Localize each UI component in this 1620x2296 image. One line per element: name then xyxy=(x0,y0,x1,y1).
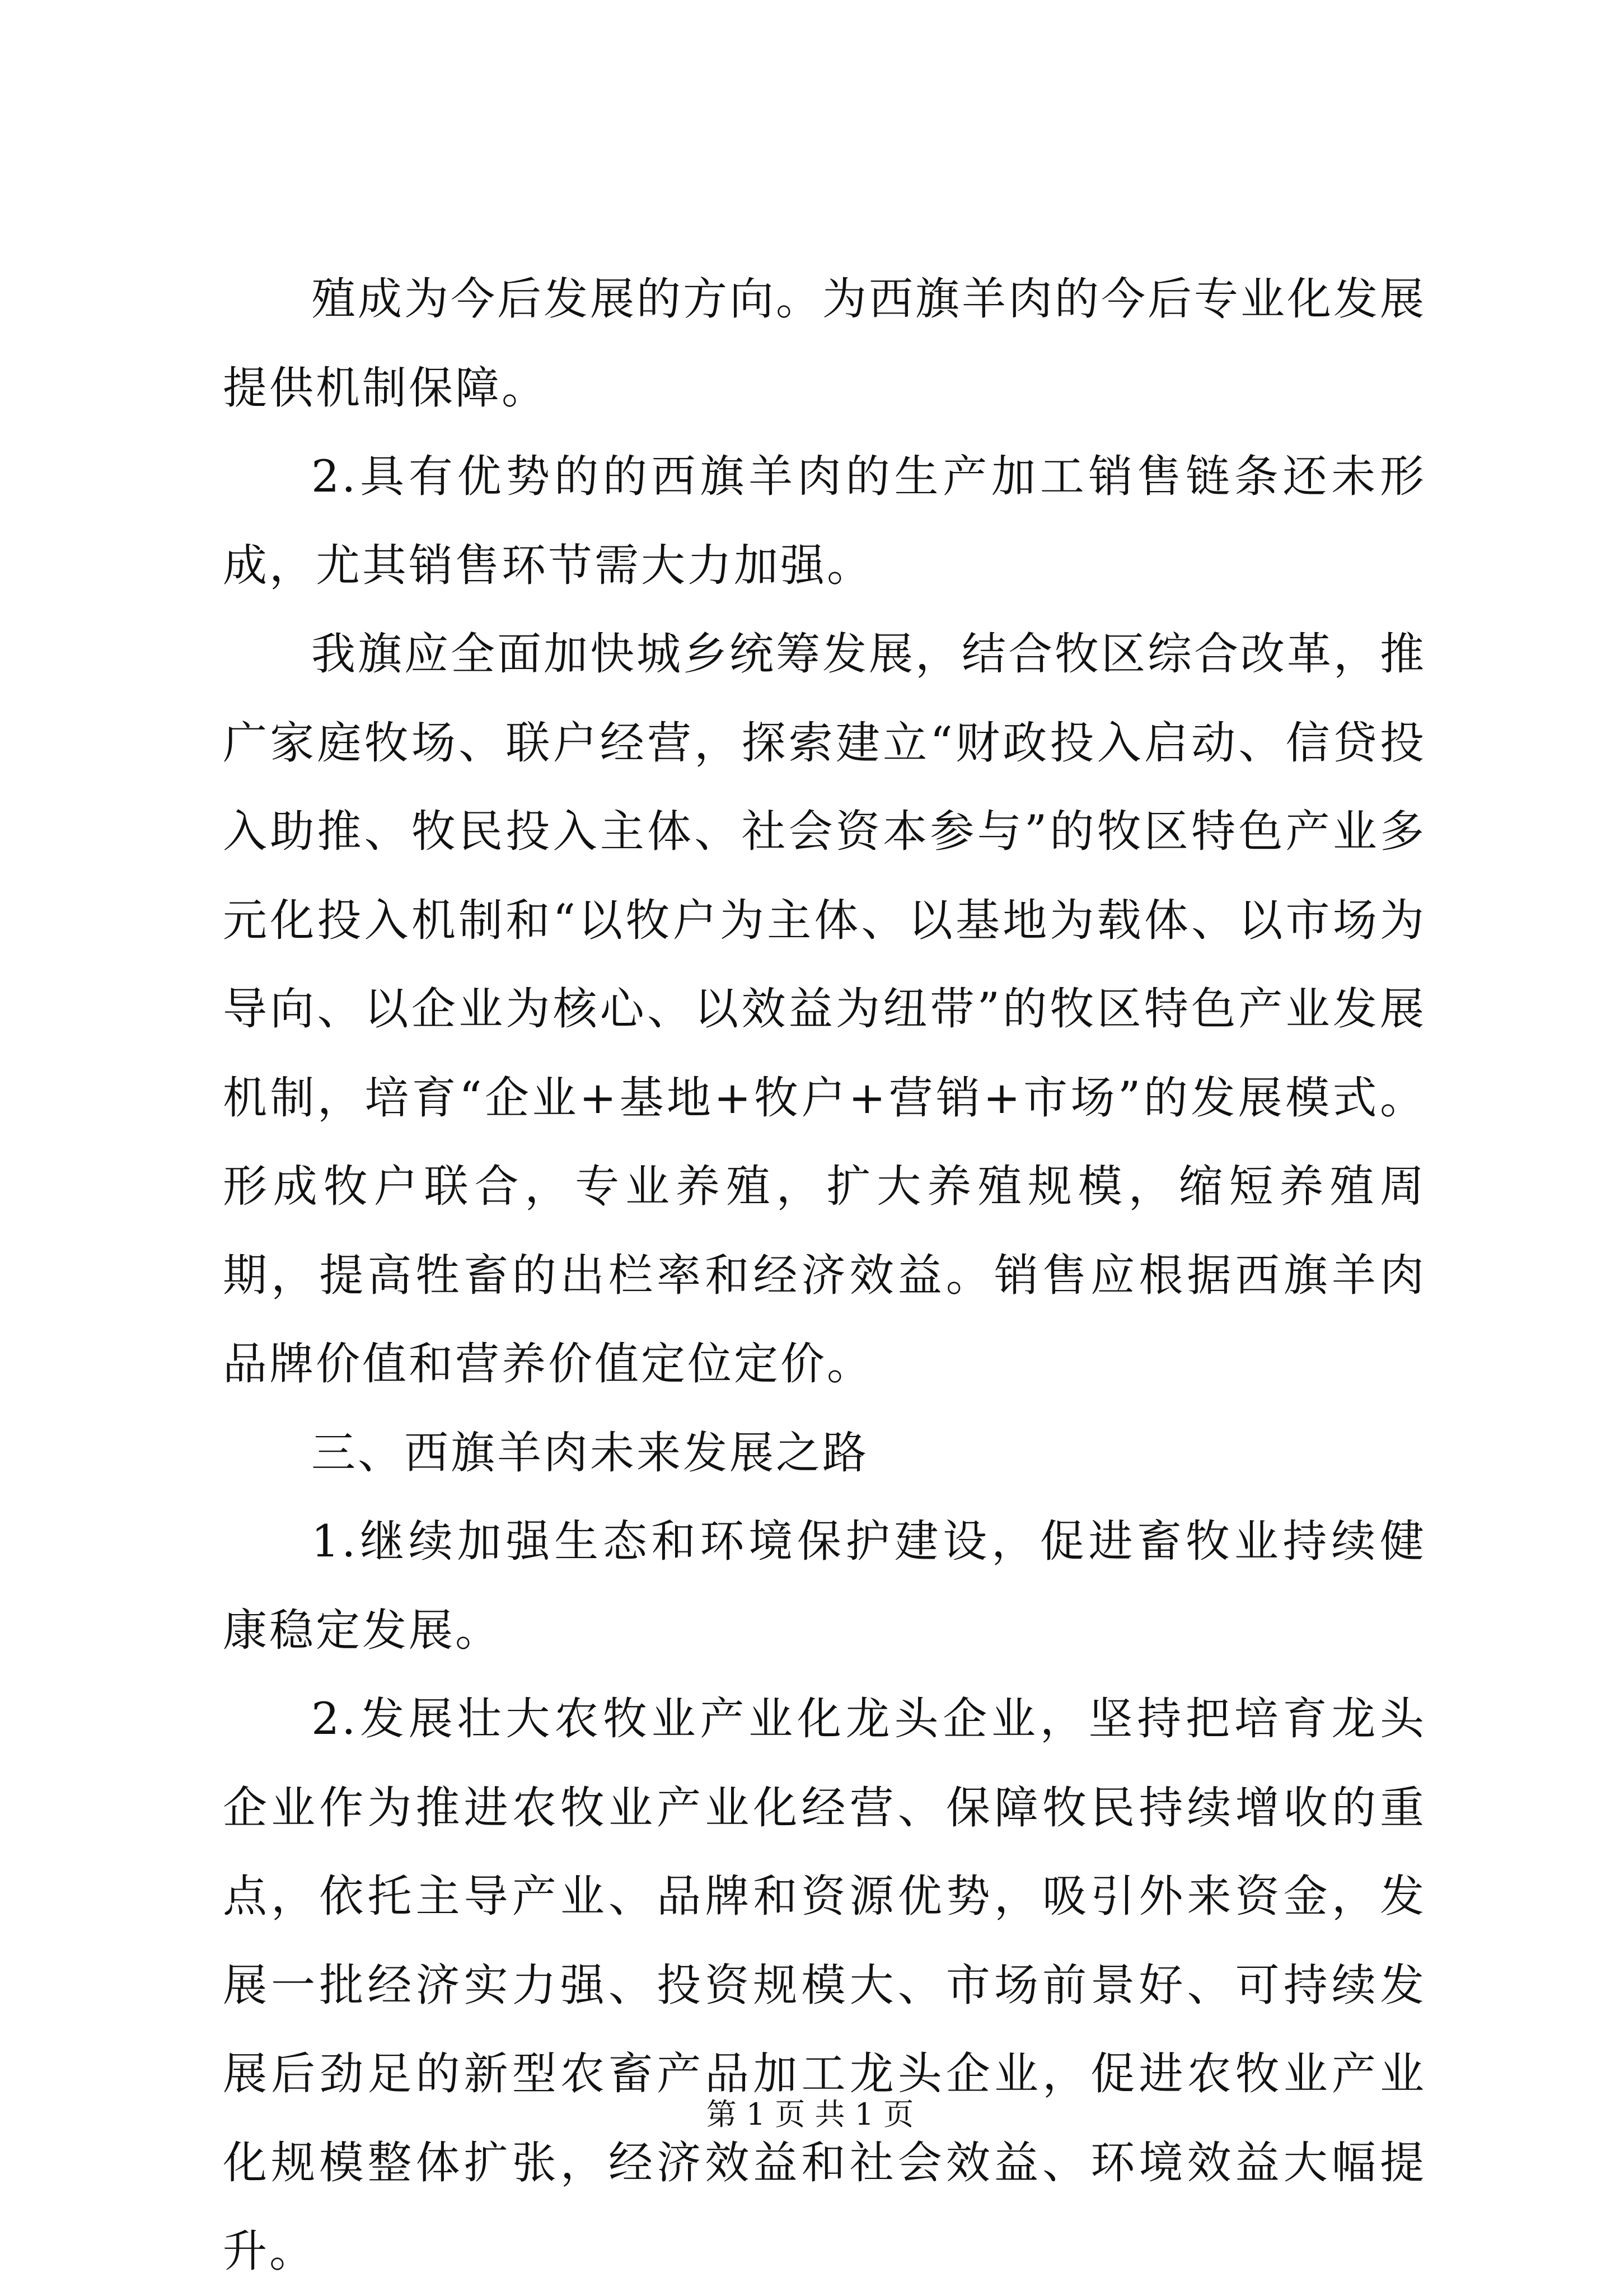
paragraph-future-1: 1.继续加强生态和环境保护建设，促进畜牧业持续健康稳定发展。 xyxy=(223,1516,1426,1656)
paragraph-point-2: 2.具有优势的的西旗羊肉的生产加工销售链条还未形成，尤其销售环节需大力加强。 xyxy=(223,451,1426,591)
paragraph-measures: 我旗应全面加快城乡统筹发展，结合牧区综合改革，推广家庭牧场、联户经营，探索建立“财政投入启动、信贷投入助推、牧民投入主体、社会资本参与”的牧区特色产业多元化投入机制和“以牧户为主体、以基地为载体、以市场为导向、以企业为核心、以效益为纽带”的牧区特色产业发展机制，培育“企业+基地+牧户+营销+市场”的发展模式。形成牧户联合，专业养殖，扩大养殖规模，缩短养殖周期，提高牲畜的出栏率和经济效益。销售应根据西旗羊肉品牌价值和营养价值定位定价。 xyxy=(223,628,1426,1390)
document-body xyxy=(223,255,1426,2296)
section-heading-3: 三、西旗羊肉未来发展之路 xyxy=(311,1427,869,1479)
page-footer: 第 1 页 共 1 页 xyxy=(706,2097,914,2132)
paragraph-continuation: 殖成为今后发展的方向。为西旗羊肉的今后专业化发展提供机制保障。 xyxy=(223,273,1426,414)
paragraph-future-2: 2.发展壮大农牧业产业化龙头企业，坚持把培育龙头企业作为推进农牧业产业化经营、保障牧民持续增收的重点，依托主导产业、品牌和资源优势，吸引外来资金，发展一批经济实力强、投资规模大、市场前景好、可持续发展后劲足的新型农畜产品加工龙头企业，促进农牧业产业化规模整体扩张，经济效益和社会效益、环境效益大幅提升。 xyxy=(223,1693,1426,2277)
